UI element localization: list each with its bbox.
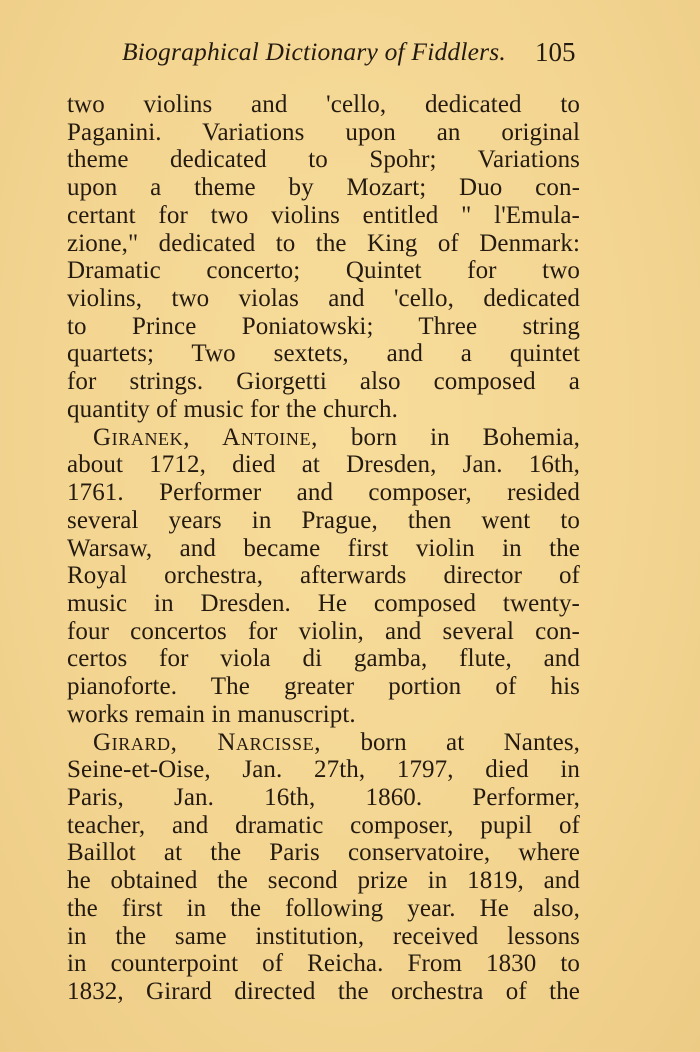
- text-line: the first in the following year. He also,: [67, 894, 580, 922]
- text-line: certos for viola di gamba, flute, and: [67, 645, 580, 673]
- text-line: works remain in manuscript.: [67, 700, 356, 728]
- text-line: Paganini. Variations upon an original: [67, 118, 580, 146]
- text-line: upon a theme by Mozart; Duo con-: [67, 174, 580, 202]
- text-line: certant for two violins entitled " l'Emula-: [67, 201, 580, 229]
- entry-name: Giranek, Antoine,: [93, 423, 318, 451]
- entry-heading-rest: born in Bohemia,: [317, 423, 580, 451]
- body-text: [67, 91, 580, 1006]
- text-line: about 1712, died at Dresden, Jan. 16th,: [67, 451, 580, 479]
- text-line: violins, two violas and 'cello, dedicated: [67, 285, 580, 313]
- entry-heading-rest: born at Nantes,: [321, 728, 580, 756]
- text-line: 1832, Girard directed the orchestra of the: [67, 978, 580, 1005]
- text-line: several years in Prague, then went to: [67, 506, 580, 534]
- text-line: he obtained the second prize in 1819, and: [67, 867, 580, 895]
- text-line: pianoforte. The greater portion of his: [67, 673, 580, 701]
- running-head: [0, 36, 700, 68]
- text-line: theme dedicated to Spohr; Variations: [67, 146, 580, 174]
- entry-name: Girard, Narcisse,: [93, 728, 322, 756]
- text-line: Paris, Jan. 16th, 1860. Performer,: [67, 783, 580, 811]
- page-number: 105: [535, 37, 576, 67]
- text-line: for strings. Giorgetti also composed a: [67, 368, 580, 396]
- text-line: 1761. Performer and composer, resided: [67, 479, 580, 507]
- text-line: music in Dresden. He composed twenty-: [67, 589, 580, 617]
- entry-heading-line: [67, 729, 580, 757]
- text-line: two violins and 'cello, dedicated to: [67, 91, 580, 118]
- running-title: Biographical Dictionary of Fiddlers.: [122, 37, 506, 66]
- entry-heading-line: [67, 424, 580, 452]
- text-line: to Prince Poniatowski; Three string: [67, 312, 580, 340]
- text-line: Royal orchestra, afterwards director of: [67, 562, 580, 590]
- text-line: quantity of music for the church.: [67, 395, 398, 423]
- text-line: in the same institution, received lessons: [67, 922, 580, 950]
- text-line: teacher, and dramatic composer, pupil of: [67, 811, 580, 839]
- text-line: quartets; Two sextets, and a quintet: [67, 340, 580, 368]
- text-line: zione," dedicated to the King of Denmark:: [67, 229, 580, 257]
- text-line: four concertos for violin, and several con-: [67, 617, 580, 645]
- text-line: Baillot at the Paris conservatoire, where: [67, 839, 580, 867]
- text-line: Warsaw, and became first violin in the: [67, 534, 580, 562]
- text-line: in counterpoint of Reicha. From 1830 to: [67, 950, 580, 978]
- text-line: Seine-et-Oise, Jan. 27th, 1797, died in: [67, 756, 580, 784]
- text-line: Dramatic concerto; Quintet for two: [67, 257, 580, 285]
